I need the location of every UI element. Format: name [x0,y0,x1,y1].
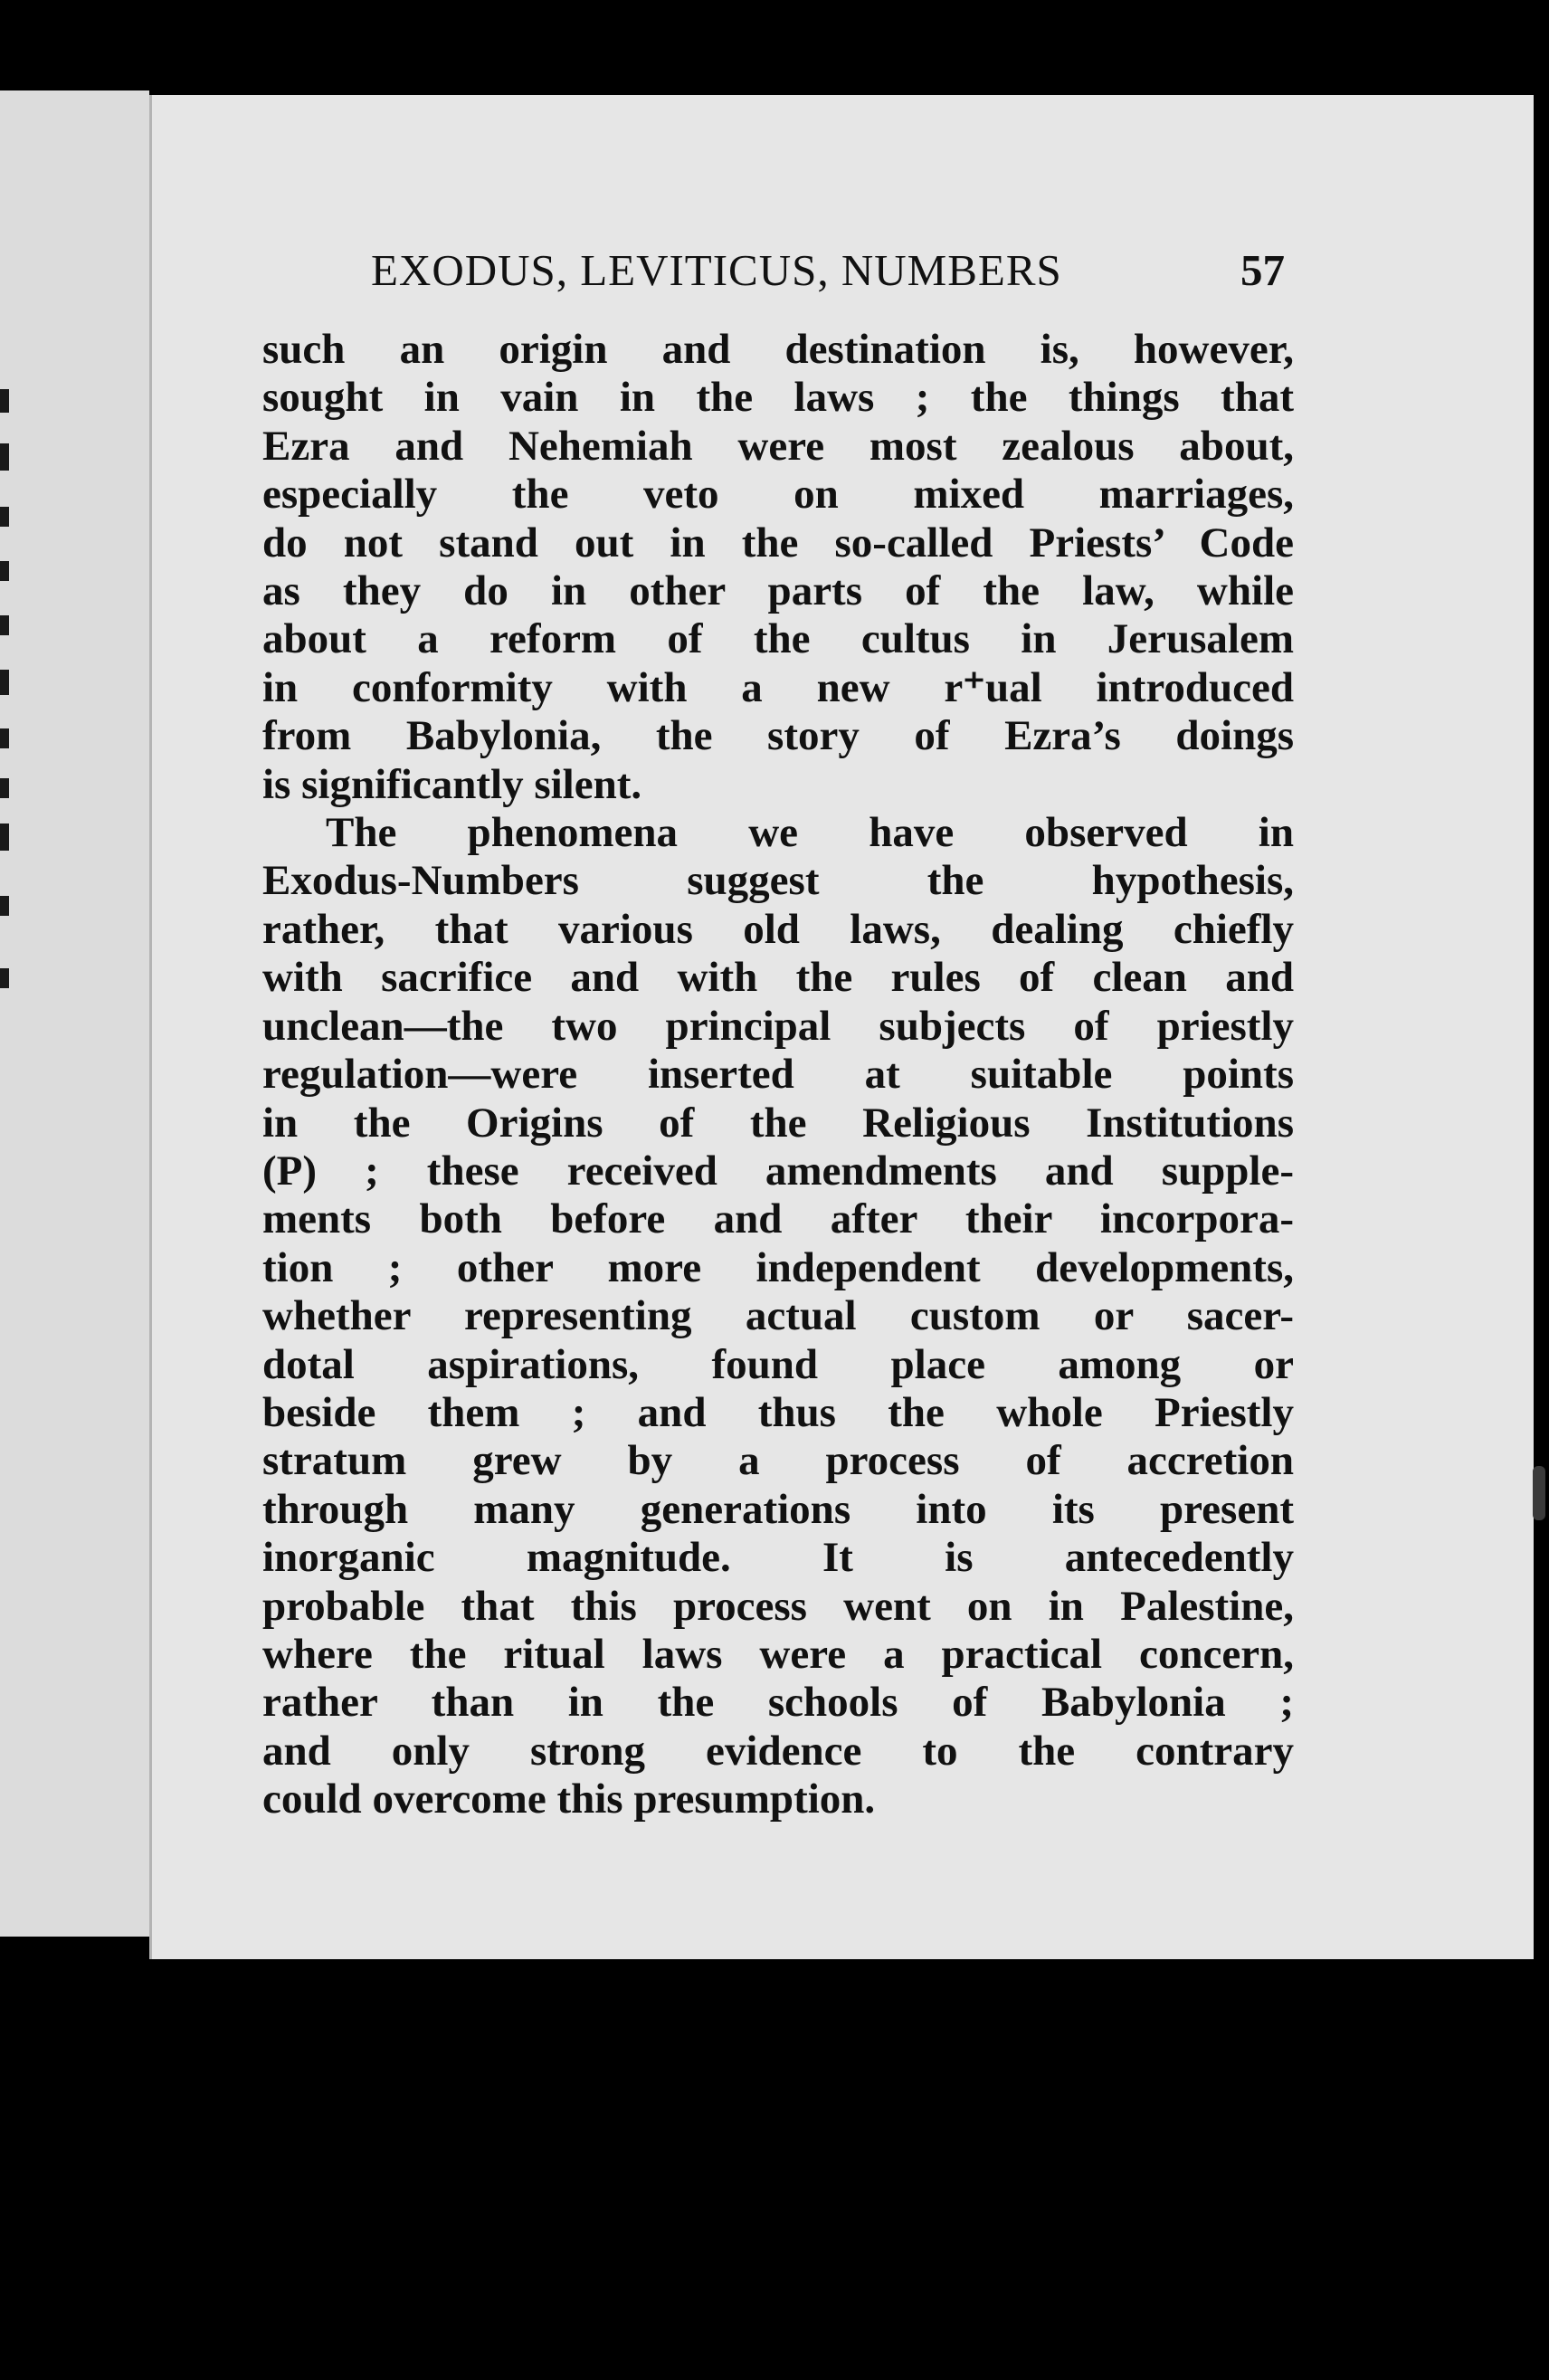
text-line: such an origin and destination is, however, [262,326,1294,373]
edge-glyph [0,728,9,748]
text-line: tion ; other more independent developments, [262,1243,1294,1291]
page-number: 57 [1240,245,1285,295]
text-line: probable that this process went on in Palestine, [262,1582,1294,1630]
text-line: in the Origins of the Religious Institutions [262,1099,1294,1147]
edge-glyph [0,389,9,413]
text-line: rather, that various old laws, dealing chiefly [262,905,1294,953]
text-line: and only strong evidence to the contrary [262,1727,1294,1775]
text-line: do not stand out in the so-called Priests’ Code [262,519,1294,566]
text-line: through many generations into its present [262,1485,1294,1533]
text-line: whether representing actual custom or sacer- [262,1292,1294,1340]
edge-glyph [0,968,9,988]
edge-glyph [0,443,9,471]
text-line: with sacrifice and with the rules of clean and [262,954,1294,1002]
text-line: inorganic magnitude. It is antecedently [262,1534,1294,1582]
text-line: beside them ; and thus the whole Priestly [262,1388,1294,1436]
page-gutter [149,95,152,1959]
text-line: ments both before and after their incorpora- [262,1195,1294,1243]
text-line: dotal aspirations, found place among or [262,1340,1294,1388]
edge-glyph [0,823,9,851]
text-line: about a reform of the cultus in Jerusalem [262,615,1294,663]
text-line: especially the veto on mixed marriages, [262,471,1294,519]
edge-glyph [0,670,9,695]
edge-glyph [0,561,9,581]
edge-glyph [0,507,9,527]
text-line: from Babylonia, the story of Ezra’s doings [262,712,1294,760]
text-line: sought in vain in the laws ; the things that [262,374,1294,422]
text-line: Ezra and Nehemiah were most zealous about, [262,422,1294,470]
running-head [217,244,1285,308]
text-line: could overcome this presumption. [262,1775,876,1823]
scan-artifact [1533,1466,1545,1520]
text-line: The phenomena we have observed in [326,809,1294,857]
text-line: (P) ; these received amendments and supple- [262,1147,1294,1195]
edge-glyph [0,896,9,916]
paragraph [262,809,1294,1824]
text-line: unclean—the two principal subjects of priestly [262,1002,1294,1050]
text-line: Exodus-Numbers suggest the hypothesis, [262,857,1294,905]
previous-page-sliver [0,90,149,1937]
edge-glyph [0,778,9,798]
body-text [262,326,1294,1824]
text-line: where the ritual laws were a practical concern, [262,1630,1294,1678]
text-line: stratum grew by a process of accretion [262,1437,1294,1485]
paragraph [262,326,1294,809]
text-line: is significantly silent. [262,760,642,808]
text-line: as they do in other parts of the law, while [262,567,1294,615]
text-line: in conformity with a new r⁺ual introduced [262,663,1294,711]
text-line: regulation—were inserted at suitable points [262,1051,1294,1099]
previous-page-text-edge [0,389,20,1023]
running-title: EXODUS, LEVITICUS, NUMBERS [371,245,1062,295]
text-line: rather than in the schools of Babylonia ; [262,1679,1294,1727]
edge-glyph [0,615,9,635]
